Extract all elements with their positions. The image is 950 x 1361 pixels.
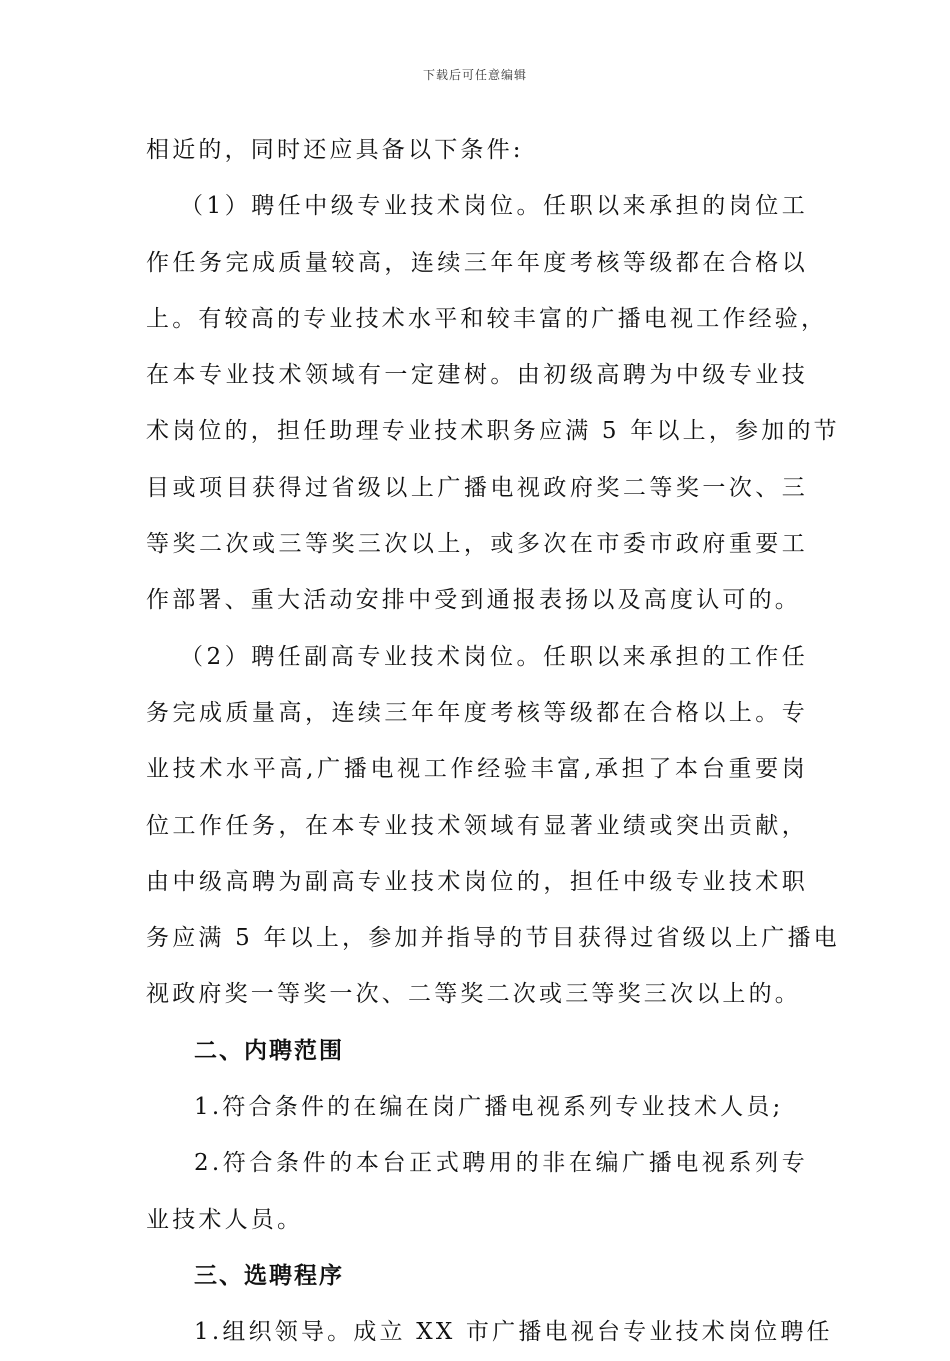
list-item: 1.组织领导。成立 XX 市广播电视台专业技术岗位聘任 bbox=[194, 1319, 833, 1346]
text-line: 由中级高聘为副高专业技术岗位的，担任中级专业技术职 bbox=[146, 868, 808, 895]
list-item: 1.符合条件的在编在岗广播电视系列专业技术人员; bbox=[194, 1094, 784, 1121]
text-line: 相近的，同时还应具备以下条件: bbox=[146, 137, 524, 163]
text-line: 业技术人员。 bbox=[146, 1206, 304, 1233]
paragraph-start-line: （2）聘任副高专业技术岗位。任职以来承担的工作任 bbox=[180, 643, 808, 670]
header-note: 下载后可任意编辑 bbox=[422, 68, 527, 82]
paragraph-start-line: （1）聘任中级专业技术岗位。任职以来承担的岗位工 bbox=[180, 193, 808, 220]
section-heading: 二、内聘范围 bbox=[194, 1036, 344, 1064]
text-line: 务完成质量高，连续三年年度考核等级都在合格以上。专 bbox=[146, 699, 808, 726]
text-line: 上。有较高的专业技术水平和较丰富的广播电视工作经验， bbox=[146, 305, 828, 332]
text-line: 作部署、重大活动安排中受到通报表扬以及高度认可的。 bbox=[146, 587, 801, 614]
section-heading: 三、选聘程序 bbox=[194, 1261, 344, 1289]
text-line: 业技术水平高,广播电视工作经验丰富,承担了本台重要岗 bbox=[146, 756, 808, 783]
list-item: 2.符合条件的本台正式聘用的非在编广播电视系列专 bbox=[194, 1150, 808, 1177]
text-line: 目或项目获得过省级以上广播电视政府奖二等奖一次、三 bbox=[146, 474, 808, 501]
text-line: 等奖二次或三等奖三次以上，或多次在市委市政府重要工 bbox=[146, 531, 808, 558]
text-line: 视政府奖一等奖一次、二等奖二次或三等奖三次以上的。 bbox=[146, 981, 801, 1008]
text-line: 务应满 5 年以上，参加并指导的节目获得过省级以上广播电 bbox=[146, 925, 840, 952]
text-line: 术岗位的，担任助理专业技术职务应满 5 年以上，参加的节 bbox=[146, 418, 840, 445]
document-body bbox=[146, 122, 840, 1361]
text-line: 作任务完成质量较高，连续三年年度考核等级都在合格以 bbox=[146, 249, 808, 276]
text-line: 位工作任务，在本专业技术领域有显著业绩或突出贡献， bbox=[146, 812, 808, 839]
text-line: 在本专业技术领域有一定建树。由初级高聘为中级专业技 bbox=[146, 362, 808, 389]
